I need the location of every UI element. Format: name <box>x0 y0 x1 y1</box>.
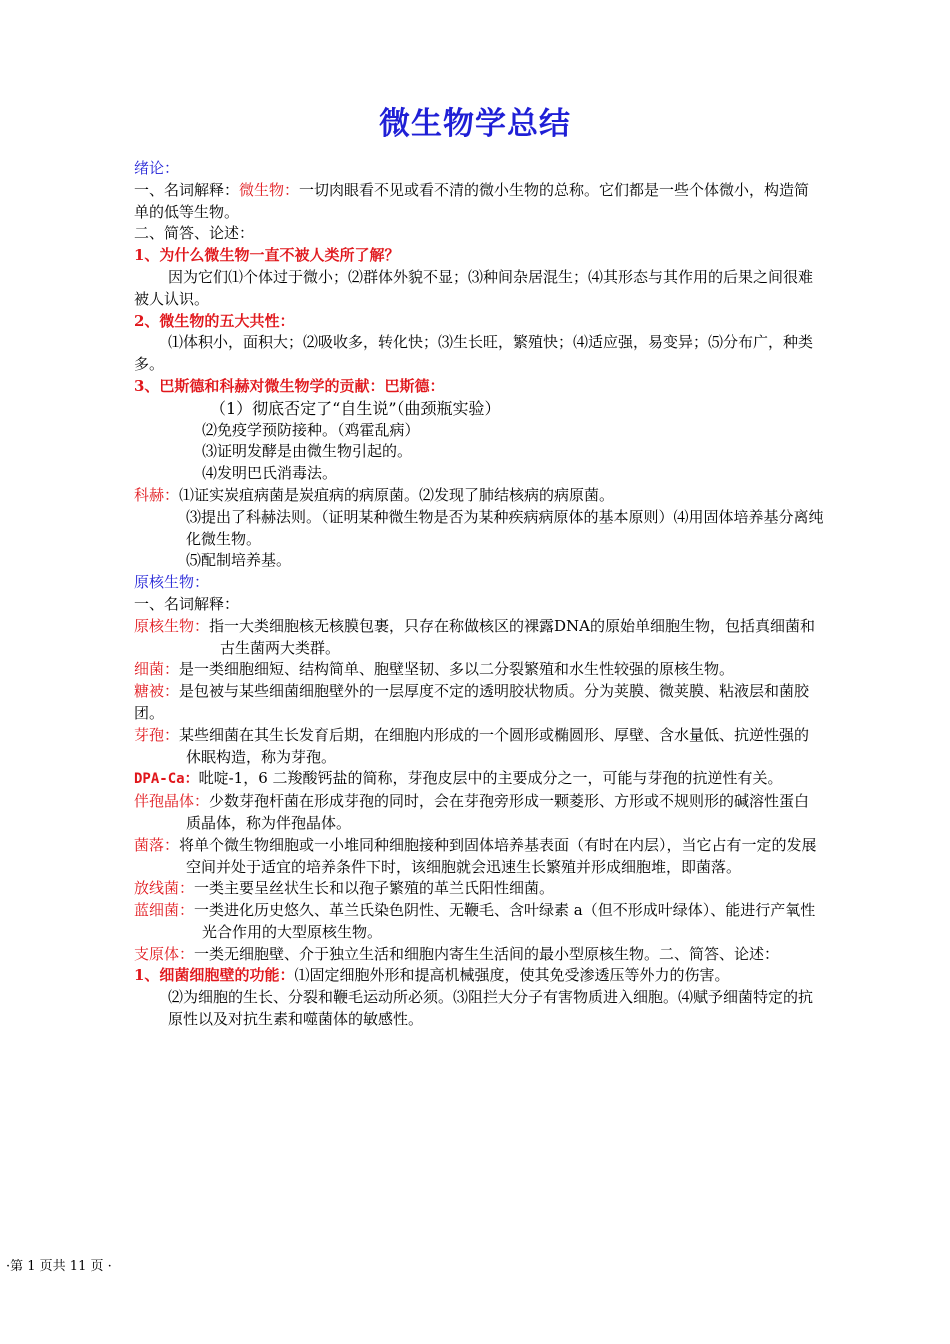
term-label: 芽孢： <box>134 725 180 744</box>
definition-entry <box>134 944 824 966</box>
term-label: 科赫： <box>134 485 180 504</box>
pasteur-item: ⑵免疫学预防接种。（鸡霍乱病） <box>202 420 420 439</box>
koch-item: ⑸配制培养基。 <box>186 551 292 570</box>
koch-paragraph <box>134 485 824 507</box>
definition-entry <box>134 900 824 944</box>
definition-entry <box>134 616 824 660</box>
question-heading: 2、微生物的五大共性： <box>134 311 295 330</box>
page-title: 微生物学总结 <box>379 106 571 142</box>
definition-entry <box>134 768 824 791</box>
subheading: 一、名词解释： <box>134 180 240 199</box>
document-body <box>134 158 824 1031</box>
term-text: 吡啶-1，6 二羧酸钙盐的简称，芽孢皮层中的主要成分之一，可能与芽孢的抗逆性有关。 <box>198 769 783 788</box>
question-paragraph <box>134 965 824 987</box>
term-label: 伴孢晶体： <box>134 792 210 811</box>
term-label: 菌落： <box>134 835 180 854</box>
term-text: 指一大类细胞核无核膜包裹，只存在称做核区的裸露DNA的原始单细胞生物，包括真细菌和古生菌两大类群。 <box>209 616 816 657</box>
pasteur-item: ⑷发明巴氏消毒法。 <box>202 464 338 483</box>
term-label: 放线菌： <box>134 879 195 898</box>
page-footer: ·第 1 页共 11 页 · <box>6 1259 112 1274</box>
term-text: ⑴证实炭疽病菌是炭疽病的病原菌。⑵发现了肺结核病的病原菌。 <box>179 485 615 504</box>
subheading: 二、简答、论述： <box>134 224 255 243</box>
koch-item: ⑶提出了科赫法则。（证明某种微生物是否为某种疾病病原体的基本原则）⑷用固体培养基分离纯化微生物。 <box>186 507 824 548</box>
term-text: 一类主要呈丝状生长和以孢子繁殖的革兰氏阳性细菌。 <box>194 879 555 898</box>
answer-paragraph: ⑴体积小，面积大；⑵吸收多，转化快；⑶生长旺，繁殖快；⑷适应强，易变异；⑸分布广，种类多。 <box>134 333 814 374</box>
section-heading-intro: 绪论： <box>134 159 180 177</box>
definition-entry <box>134 681 824 725</box>
definition-entry <box>134 725 824 769</box>
definition-paragraph <box>134 180 824 224</box>
definition-entry <box>134 835 824 879</box>
term-label: 蓝细菌： <box>134 901 195 920</box>
question-heading: 1、细菌细胞壁的功能： <box>134 966 295 985</box>
term-label: 原核生物： <box>134 616 210 635</box>
term-text: 一类无细胞壁、介于独立生活和细胞内寄生生活间的最小型原核生物。二、简答、论述： <box>194 944 780 963</box>
definition-entry <box>134 878 824 900</box>
definition-entry <box>134 659 824 681</box>
section-heading-prokaryote: 原核生物： <box>134 573 210 592</box>
subheading: 一、名词解释： <box>134 594 240 613</box>
term-text: 将单个微生物细胞或一小堆同种细胞接种到固体培养基表面（有时在内层），当它占有一定的发展空间并处于适宜的培养条件下时，该细胞就会迅速生长繁殖并形成细胞堆，即菌落。 <box>179 835 817 876</box>
question-heading: 3、巴斯德和科赫对微生物学的贡献：巴斯德： <box>134 376 445 395</box>
term-text: 某些细菌在其生长发育后期，在细胞内形成的一个圆形或椭圆形、厚壁、含水量低、抗逆性强的休眠构造，称为芽孢。 <box>179 725 810 766</box>
answer-paragraph: ⑵为细胞的生长、分裂和鞭毛运动所必须。⑶阻拦大分子有害物质进入细胞。⑷赋予细菌特定的抗原性以及对抗生素和噬菌体的敏感性。 <box>168 988 814 1029</box>
term-text: 一切肉眼看不见或看不清的微小生物的总称。它们都是一些个体微小，构造简单的低等生物。 <box>134 180 810 221</box>
question-heading: 1、为什么微生物一直不被人类所了解？ <box>134 246 400 265</box>
term-label: 微生物： <box>239 180 300 199</box>
answer-paragraph: 因为它们⑴个体过于微小；⑵群体外貌不显；⑶种间杂居混生；⑷其形态与其作用的后果之间很难被人认识。 <box>134 267 814 308</box>
term-text: 是包被与某些细菌细胞壁外的一层厚度不定的透明胶状物质。分为荚膜、微荚膜、粘液层和菌胶团。 <box>134 682 810 722</box>
term-text: 一类进化历史悠久、革兰氏染色阴性、无鞭毛、含叶绿素 a（但不形成叶绿体）、能进行产氧性光合作用的大型原核生物。 <box>194 901 816 941</box>
term-text: 少数芽孢杆菌在形成芽孢的同时，会在芽孢旁形成一颗菱形、方形或不规则形的碱溶性蛋白质晶体，称为伴孢晶体。 <box>186 792 810 832</box>
term-label: 糖被： <box>134 682 180 701</box>
term-text: 是一类细胞细短、结构简单、胞壁坚韧、多以二分裂繁殖和水生性较强的原核生物。 <box>179 660 735 679</box>
term-label: DPA-Ca： <box>134 771 199 788</box>
definition-entry <box>134 791 824 835</box>
term-label: 细菌： <box>134 660 180 679</box>
term-label: 支原体： <box>134 944 195 963</box>
pasteur-item: ⑶证明发酵是由微生物引起的。 <box>202 442 413 461</box>
pasteur-item: （1）彻底否定了“自生说”（曲颈瓶实验） <box>210 398 501 418</box>
answer-text: ⑴固定细胞外形和提高机械强度，使其免受渗透压等外力的伤害。 <box>294 966 730 985</box>
